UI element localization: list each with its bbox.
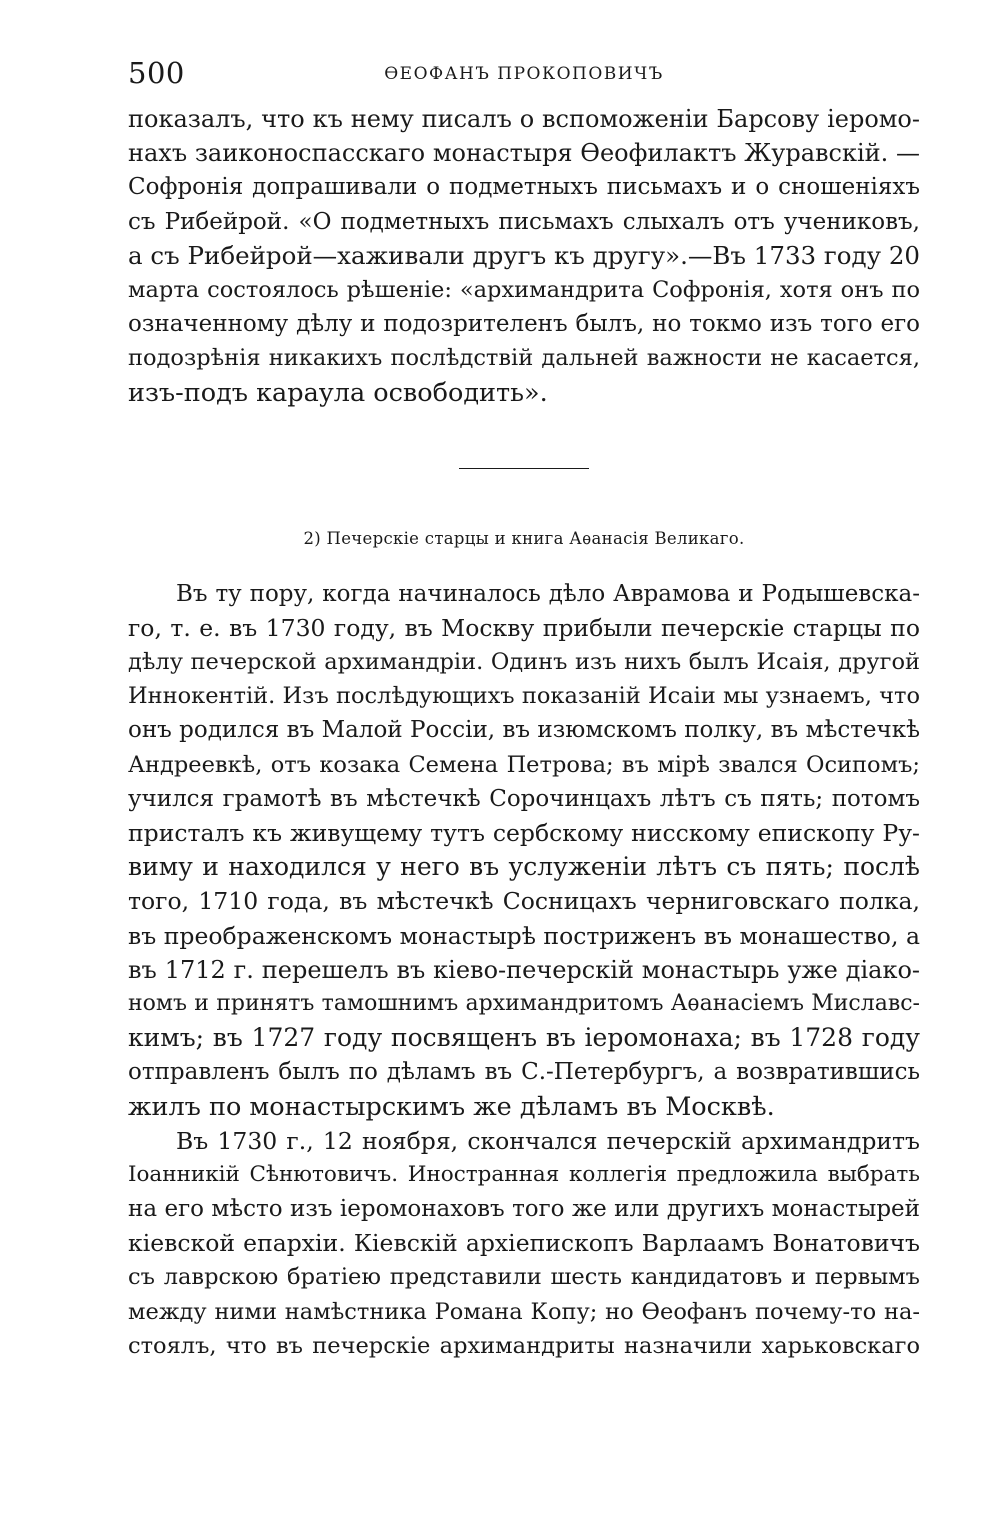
top-paragraph xyxy=(128,102,920,410)
section-body xyxy=(128,577,920,1363)
text-line: Въ ту пору, когда начиналось дѣло Аврамова и Родышевска- xyxy=(176,580,920,607)
text-line: онъ родился въ Малой Россіи, въ изюмскомъ полку, въ мѣстечкѣ xyxy=(128,717,920,744)
text-line: въ преображенскомъ монастырѣ постриженъ въ монашество, а xyxy=(128,921,920,950)
text-line: учился грамотѣ въ мѣстечкѣ Сорочинцахъ лѣтъ съ пять; потомъ xyxy=(128,785,920,812)
text-line: съ лаврскою братіею представили шесть кандидатовъ и первымъ xyxy=(128,1264,920,1291)
running-title: ѲЕОФАНЪ ПРОКОПОВИЧЪ xyxy=(384,64,664,84)
text-line: кіевской епархіи. Кіевскій архіепископъ Варлаамъ Вонатовичъ xyxy=(128,1229,920,1258)
text-line: съ Рибейрой. «О подметныхъ письмахъ слыхалъ отъ учениковъ, xyxy=(128,208,920,235)
section-heading: 2) Печерскіе старцы и книга Аѳанасія Великаго. xyxy=(303,528,745,548)
text-line: отправленъ былъ по дѣламъ въ С.-Петербургъ, а возвратившись xyxy=(128,1059,920,1086)
text-line: того, 1710 года, въ мѣстечкѣ Сосницахъ черниговскаго полка, xyxy=(128,887,920,916)
text-line: означенному дѣлу и подозрителенъ былъ, но токмо изъ того его xyxy=(128,311,920,338)
paragraph xyxy=(128,1124,920,1363)
text-line: изъ-подъ караула освободить». xyxy=(128,377,548,408)
text-line: между ними намѣстника Романа Копу; но Ѳеофанъ почему-то на- xyxy=(128,1298,920,1325)
text-line: а съ Рибейрой—хаживали другъ къ другу».—Въ 1733 году 20 xyxy=(128,240,920,270)
text-line: жилъ по монастырскимъ же дѣламъ въ Москвѣ. xyxy=(128,1091,775,1122)
paragraph xyxy=(128,577,920,1124)
text-line: присталъ къ живущему тутъ сербскому нисскому епископу Ру- xyxy=(128,819,920,847)
text-line: на его мѣсто изъ іеромонаховъ того же или другихъ монастырей xyxy=(128,1196,920,1223)
text-line: номъ и принятъ тамошнимъ архимандритомъ Аѳанасіемъ Миславс- xyxy=(128,990,920,1016)
text-line: марта состоялось рѣшеніе: «архимандрита Софронія, хотя онъ по xyxy=(128,276,920,303)
page-header xyxy=(128,56,920,102)
book-page xyxy=(128,56,920,1363)
text-line: го, т. е. въ 1730 году, въ Москву прибыли печерскіе старцы по xyxy=(128,613,920,642)
page-number: 500 xyxy=(128,56,185,90)
text-line: Въ 1730 г., 12 ноября, скончался печерскій архимандритъ xyxy=(176,1126,920,1155)
text-line: дѣлу печерской архимандріи. Одинъ изъ нихъ былъ Исаія, другой xyxy=(128,649,920,676)
text-line: Іоанникій Сѣнютовичъ. Иностранная коллегія предложила выбрать xyxy=(128,1161,920,1187)
text-line: Иннокентій. Изъ послѣдующихъ показаній Исаіи мы узнаемъ, что xyxy=(128,683,920,710)
text-line: Софронія допрашивали о подметныхъ письмахъ и о сношеніяхъ xyxy=(128,174,920,201)
text-line: подозрѣнія никакихъ послѣдствій дальней важности не касается, xyxy=(128,345,920,372)
text-line: Андреевкѣ, отъ козака Семена Петрова; въ мірѣ звался Осипомъ; xyxy=(128,751,920,778)
text-line: кимъ; въ 1727 году посвященъ въ іеромонаха; въ 1728 году xyxy=(128,1023,920,1053)
text-line: виму и находился у него въ услуженіи лѣтъ съ пять; послѣ xyxy=(128,852,920,882)
text-line: показалъ, что къ нему писалъ о вспоможеніи Барсову іеромо- xyxy=(128,105,920,133)
section-separator xyxy=(459,468,589,469)
text-line: въ 1712 г. перешелъ въ кіево-печерскій монастырь уже діако- xyxy=(128,955,920,984)
text-line: стоялъ, что въ печерскіе архимандриты назначили харьковскаго xyxy=(128,1332,920,1359)
text-line: нахъ заиконоспасскаго монастыря Ѳеофилактъ Журавскій. — xyxy=(128,139,920,168)
